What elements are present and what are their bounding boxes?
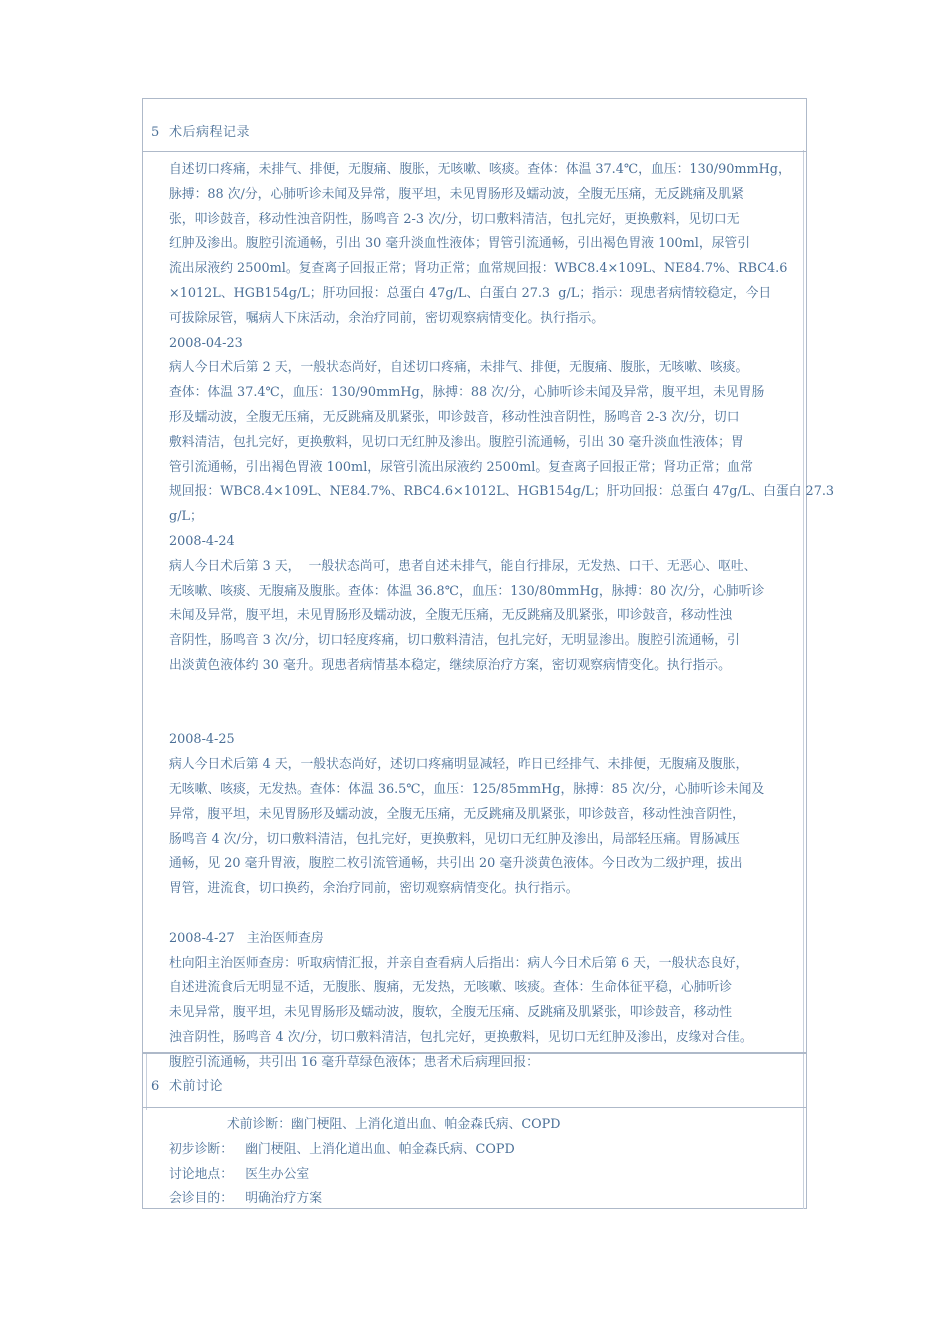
entry-date: 2008-4-25 — [169, 732, 235, 748]
blank-line — [169, 902, 819, 927]
note-line: 腹腔引流通畅，共引出 16 毫升草绿色液体；患者术后病理回报： — [169, 1054, 539, 1070]
field-label: 初步诊断： — [169, 1141, 233, 1157]
field-value: 幽门梗阻、上消化道出血、帕金森氏病、COPD — [290, 1117, 561, 1132]
blank-line — [169, 704, 819, 729]
note-line: 流出尿液约 2500ml。复查离子回报正常；肾功正常；血常规回报：WBC8.4×109L、NE84.7%、RBC4.6 — [169, 261, 788, 277]
field-row-initial-diagnosis — [169, 1138, 819, 1163]
note-line: 形及蠕动波，全腹无压痛，无反跳痛及肌紧张，叩诊鼓音，移动性浊音阴性，肠鸣音 2-3 次/分，切口 — [169, 409, 740, 425]
field-row-location — [169, 1163, 819, 1188]
note-line: 可拔除尿管，嘱病人下床活动，余治疗同前，密切观察病情变化。执行指示。 — [169, 310, 605, 326]
note-line: 病人今日术后第 2 天，一般状态尚好，自述切口疼痛，未排气、排便，无腹痛、腹胀，无咳嗽、咳痰。 — [169, 360, 749, 376]
field-row-preop-diagnosis — [169, 1113, 819, 1138]
note-line: 通畅，见 20 毫升胃液，腹腔二枚引流管通畅，共引出 20 毫升淡黄色液体。今日改为二级护理，拔出 — [169, 856, 743, 872]
note-line: 出淡黄色液体约 30 毫升。现患者病情基本稳定，继续原治疗方案，密切观察病情变化。执行指示。 — [169, 657, 731, 673]
field-row-purpose — [169, 1187, 819, 1212]
field-label: 会诊目的： — [169, 1191, 233, 1207]
field-value: 医生办公室 — [245, 1166, 310, 1182]
section-6-body — [169, 1113, 819, 1212]
note-line: 音阴性，肠鸣音 3 次/分，切口轻度疼痛，切口敷料清洁，包扎完好，无明显渗出。腹腔引流通畅，引 — [169, 633, 740, 649]
note-line: 张，叩诊鼓音，移动性浊音阴性，肠鸣音 2-3 次/分，切口敷料清洁，包扎完好，更换敷料，见切口无 — [169, 211, 740, 227]
note-line: g/L； — [169, 509, 203, 525]
section-5-body — [169, 158, 835, 1075]
frame-inner-left-line — [146, 1052, 147, 1110]
field-label: 术前诊断： — [227, 1117, 291, 1132]
note-line: 胃管，进流食，切口换药，余治疗同前，密切观察病情变化。执行指示。 — [169, 881, 579, 897]
note-line: 病人今日术后第 4 天，一般状态尚好，述切口疼痛明显减轻，昨日已经排气、未排便，无腹痛及腹胀， — [169, 757, 749, 773]
note-line: 敷料清洁，包扎完好，更换敷料，见切口无红肿及渗出。腹腔引流通畅，引出 30 毫升淡血性液体；胃 — [169, 434, 744, 450]
note-line: 浊音阴性，肠鸣音 4 次/分，切口敷料清洁，包扎完好，更换敷料，见切口无红肿及渗出，皮缘对合佳。 — [169, 1029, 753, 1045]
note-line: 杜向阳主治医师查房：听取病情汇报，并亲自查看病人后指出：病人今日术后第 6 天，一般状态良好， — [169, 955, 749, 971]
note-line: 无咳嗽、咳痰，无发热。查体：体温 36.5℃，血压：125/85mmHg，脉搏：85 次/分，心肺听诊未闻及 — [169, 781, 765, 797]
note-line: 脉搏：88 次/分，心肺听诊未闻及异常，腹平坦，未见胃肠形及蠕动波，全腹无压痛，无反跳痛及肌紧 — [169, 186, 744, 202]
note-line: 规回报：WBC8.4×109L、NE84.7%、RBC4.6×1012L、HGB154g/L；肝功回报：总蛋白 47g/L、白蛋白 27.3 — [169, 484, 835, 500]
blank-line — [169, 679, 819, 704]
note-line: 自述进流食后无明显不适，无腹胀、腹痛，无发热，无咳嗽、咳痰。查体：生命体征平稳，心肺听诊 — [169, 980, 733, 996]
entry-date: 2008-4-27 主治医师查房 — [169, 930, 324, 946]
note-line: 管引流通畅，引出褐色胃液 100ml，尿管引流出尿液约 2500ml。复查离子回报正常；肾功正常；血常 — [169, 459, 753, 475]
section-5-divider — [142, 151, 807, 152]
note-line: ×1012L、HGB154g/L；肝功回报：总蛋白 47g/L、白蛋白 27.3 g/L；指示：现患者病情较稳定，今日 — [169, 285, 772, 301]
section-6-title: 6 术前讨论 — [151, 1079, 224, 1094]
section-5-title: 5 术后病程记录 — [151, 125, 251, 140]
field-value: 幽门梗阻、上消化道出血、帕金森氏病、COPD — [245, 1141, 515, 1157]
note-line: 未见异常，腹平坦，未见胃肠形及蠕动波，腹软，全腹无压痛、反跳痛及肌紧张，叩诊鼓音，移动性 — [169, 1005, 733, 1021]
note-line: 异常，腹平坦，未见胃肠形及蠕动波，全腹无压痛，无反跳痛及肌紧张，叩诊鼓音，移动性浊音阴性， — [169, 806, 745, 822]
field-label: 讨论地点： — [169, 1166, 233, 1182]
entry-date: 2008-04-23 — [169, 335, 243, 351]
note-line: 未闻及异常，腹平坦，未见胃肠形及蠕动波，全腹无压痛，无反跳痛及肌紧张，叩诊鼓音，移动性浊 — [169, 608, 733, 624]
section-6-divider — [142, 1107, 807, 1108]
note-line: 自述切口疼痛，未排气、排便，无腹痛、腹胀，无咳嗽、咳痰。查体：体温 37.4℃，血压：130/90mmHg， — [169, 162, 791, 177]
field-value: 明确治疗方案 — [245, 1191, 322, 1207]
section-6-top-divider — [142, 1052, 807, 1054]
note-line: 肠鸣音 4 次/分，切口敷料清洁，包扎完好，更换敷料，见切口无红肿及渗出，局部轻压痛。胃肠减压 — [169, 831, 740, 847]
note-line: 红肿及渗出。腹腔引流通畅，引出 30 毫升淡血性液体；胃管引流通畅，引出褐色胃液 100ml，尿管引 — [169, 236, 751, 252]
note-line: 无咳嗽、咳痰、无腹痛及腹胀。查体：体温 36.8℃，血压：130/80mmHg，脉搏：80 次/分，心肺听诊 — [169, 583, 765, 599]
entry-date: 2008-4-24 — [169, 533, 235, 549]
note-line: 病人今日术后第 3 天， 一般状态尚可，患者自述未排气，能自行排尿，无发热、口干、无恶心、呕吐、 — [169, 558, 757, 574]
note-line: 查体：体温 37.4℃，血压：130/90mmHg，脉搏：88 次/分，心肺听诊未闻及异常，腹平坦，未见胃肠 — [169, 385, 765, 401]
